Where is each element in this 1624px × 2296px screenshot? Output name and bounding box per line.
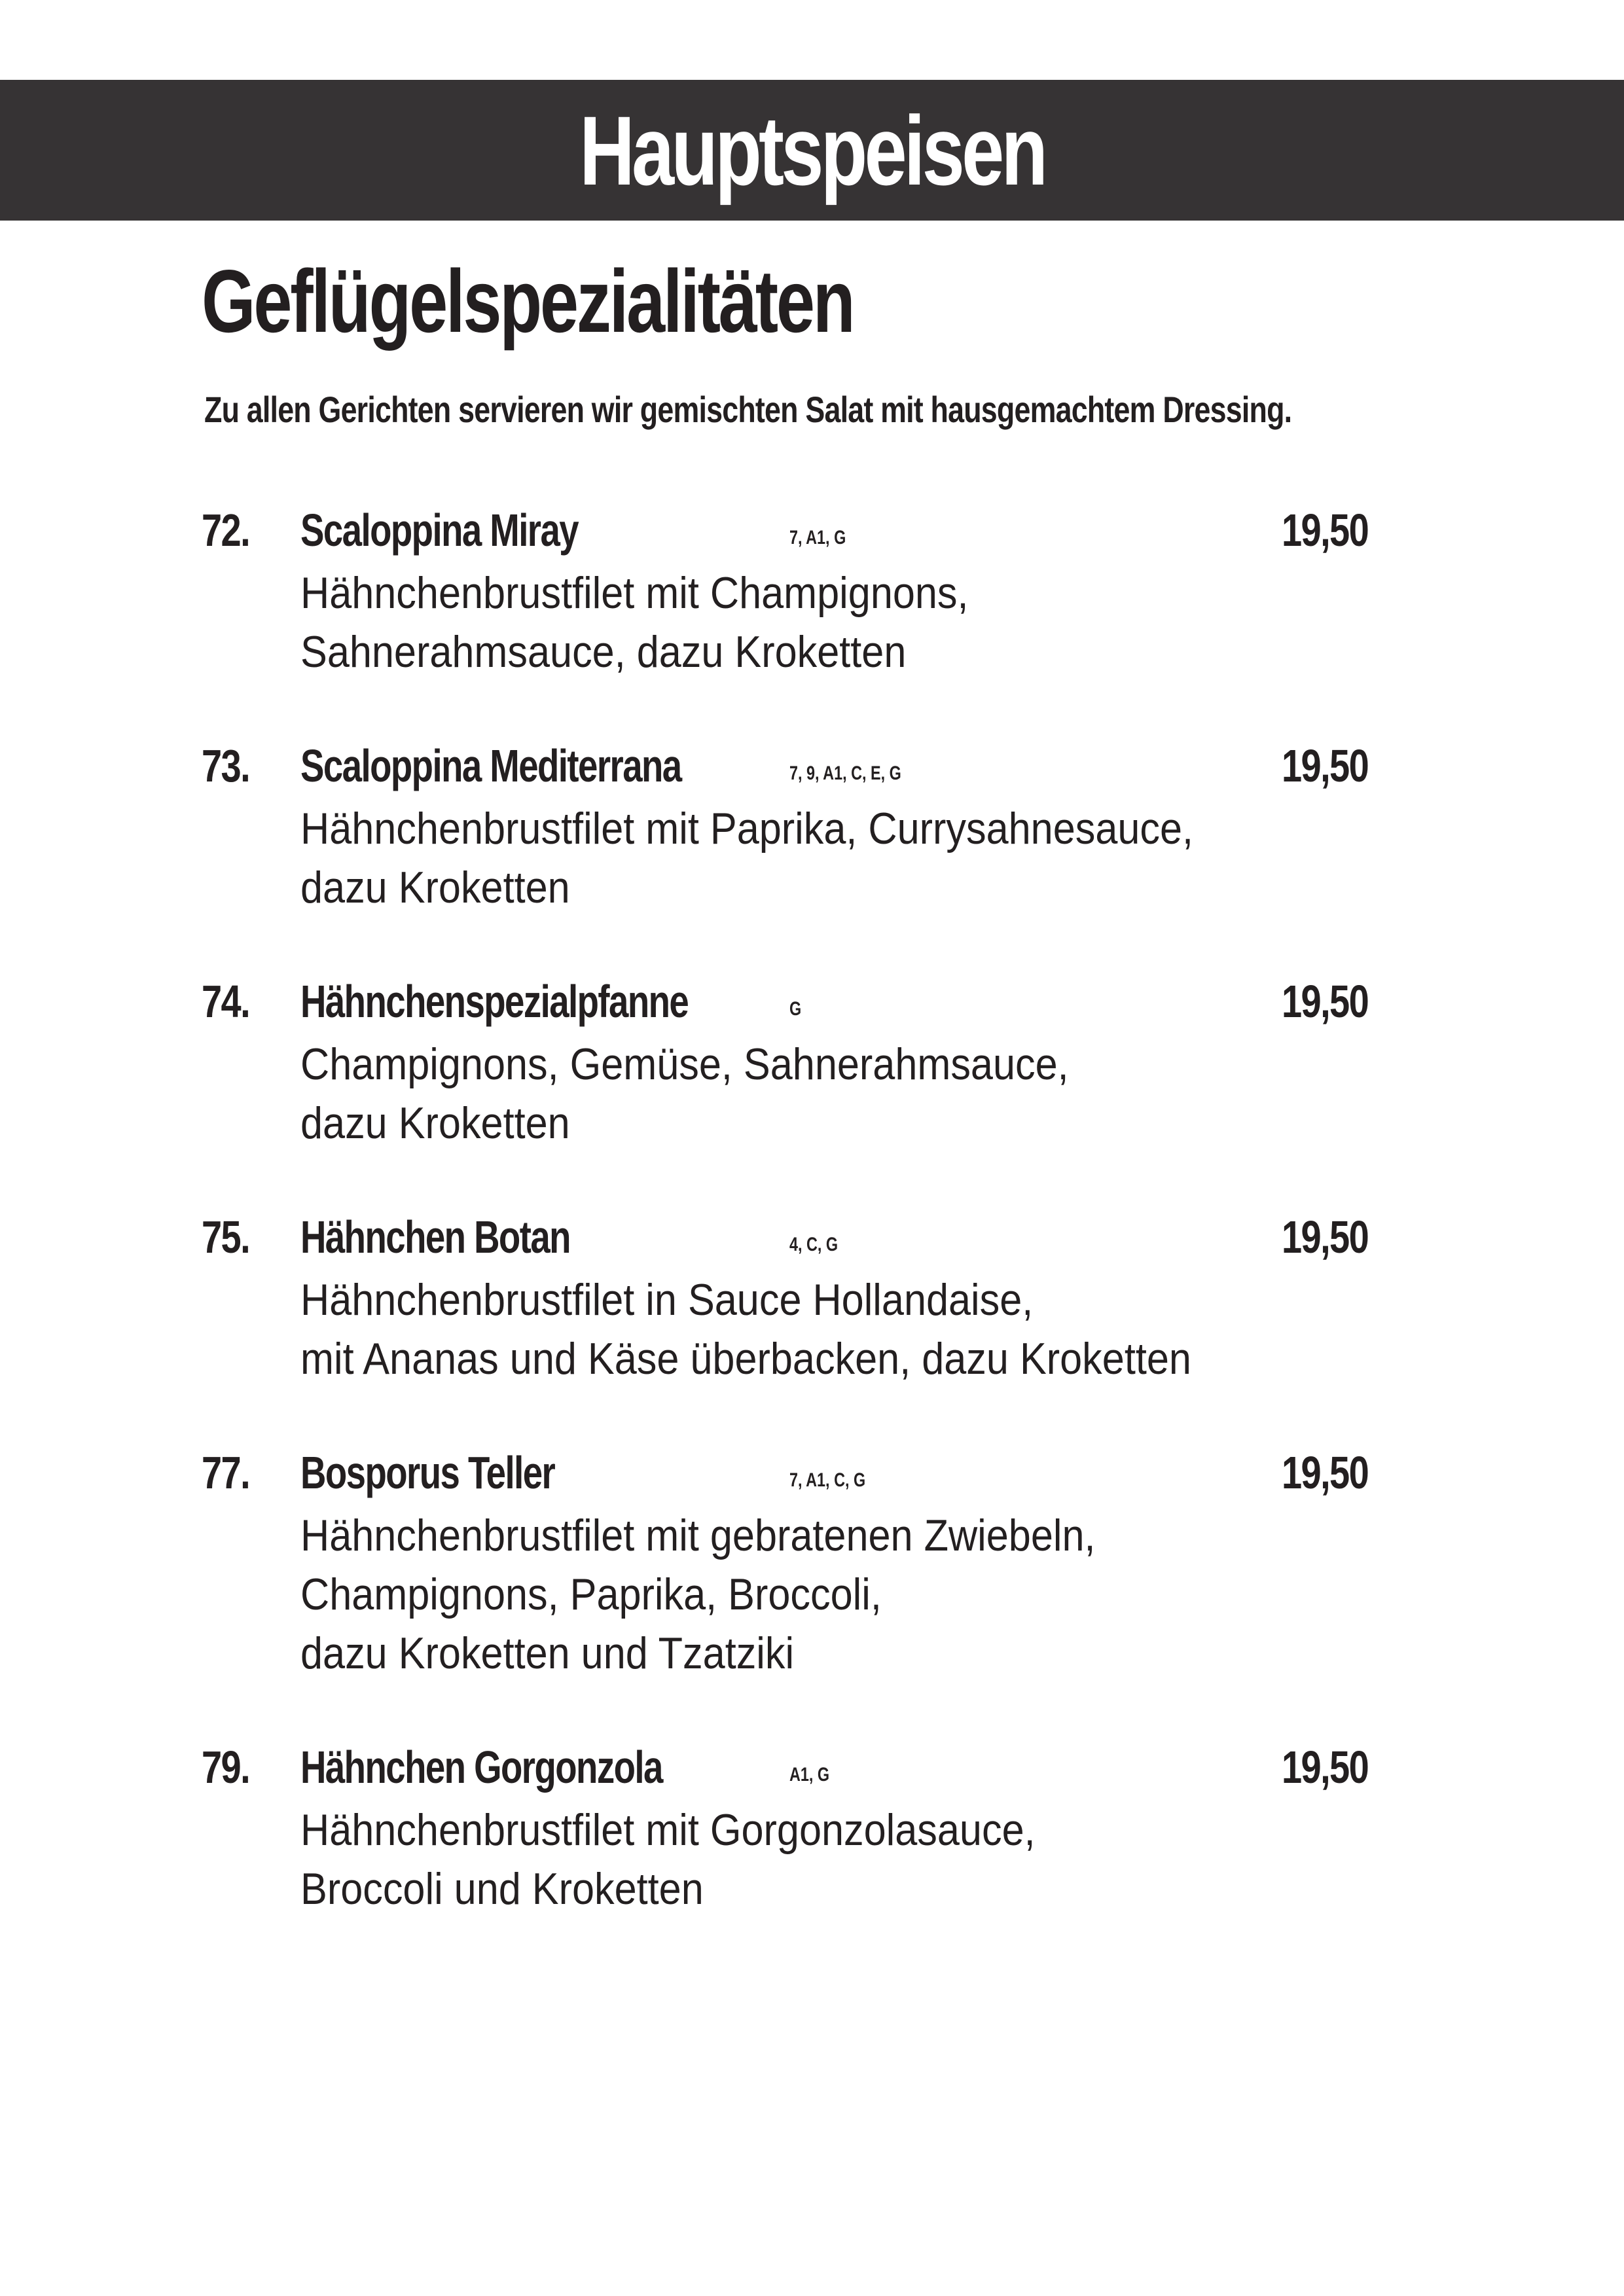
section-title: Geflügelspezialitäten [202, 251, 854, 351]
item-price: 19,50 [1282, 1211, 1369, 1263]
item-description [300, 1801, 1036, 1918]
item-number: 72. [202, 505, 250, 556]
item-number: 75. [202, 1211, 250, 1263]
item-name: Hähnchen Botan [300, 1211, 570, 1263]
description-line: Champignons, Paprika, Broccoli, [300, 1570, 882, 1619]
description-line: dazu Kroketten und Tzatziki [300, 1628, 795, 1678]
item-description [300, 1270, 1191, 1388]
item-price: 19,50 [1282, 976, 1369, 1027]
description-line: Sahnerahmsauce, dazu Kroketten [300, 627, 907, 677]
description-line: Hähnchenbrustfilet mit Paprika, Currysahnesauce, [300, 804, 1194, 853]
description-line: Hähnchenbrustfilet mit gebratenen Zwiebeln, [300, 1511, 1096, 1560]
description-line: dazu Kroketten [300, 863, 570, 912]
item-allergens: 7, 9, A1, C, E, G [789, 762, 901, 784]
item-name: Scaloppina Miray [300, 505, 579, 556]
item-description [300, 564, 969, 681]
item-description [300, 799, 1193, 917]
item-allergens: 7, A1, G [789, 527, 846, 548]
description-line: Hähnchenbrustfilet in Sauce Hollandaise, [300, 1275, 1034, 1325]
item-allergens: 7, A1, C, G [789, 1469, 866, 1491]
header-bar [0, 80, 1624, 221]
description-line: Hähnchenbrustfilet mit Champignons, [300, 568, 969, 618]
item-price: 19,50 [1282, 740, 1369, 791]
item-name: Hähnchen Gorgonzola [300, 1742, 662, 1793]
item-allergens: G [789, 998, 802, 1020]
item-name: Bosporus Teller [300, 1447, 555, 1498]
item-number: 77. [202, 1447, 250, 1498]
page-title: Hauptspeisen [579, 95, 1045, 206]
item-allergens: 4, C, G [789, 1234, 839, 1255]
item-price: 19,50 [1282, 1447, 1369, 1498]
item-name: Hähnchenspezialpfanne [300, 976, 689, 1027]
item-price: 19,50 [1282, 505, 1369, 556]
item-name: Scaloppina Mediterrana [300, 740, 681, 791]
item-number: 74. [202, 976, 250, 1027]
description-line: mit Ananas und Käse überbacken, dazu Kroketten [300, 1334, 1191, 1384]
description-line: Champignons, Gemüse, Sahnerahmsauce, [300, 1039, 1069, 1089]
description-line: Hähnchenbrustfilet mit Gorgonzolasauce, [300, 1805, 1036, 1855]
item-price: 19,50 [1282, 1742, 1369, 1793]
item-description [300, 1035, 1069, 1153]
item-number: 73. [202, 740, 250, 791]
section-intro: Zu allen Gerichten servieren wir gemischten Salat mit hausgemachtem Dressing. [204, 389, 1292, 430]
item-number: 79. [202, 1742, 250, 1793]
description-line: dazu Kroketten [300, 1098, 570, 1148]
description-line: Broccoli und Kroketten [300, 1864, 704, 1914]
item-description [300, 1506, 1096, 1683]
item-allergens: A1, G [789, 1764, 830, 1785]
